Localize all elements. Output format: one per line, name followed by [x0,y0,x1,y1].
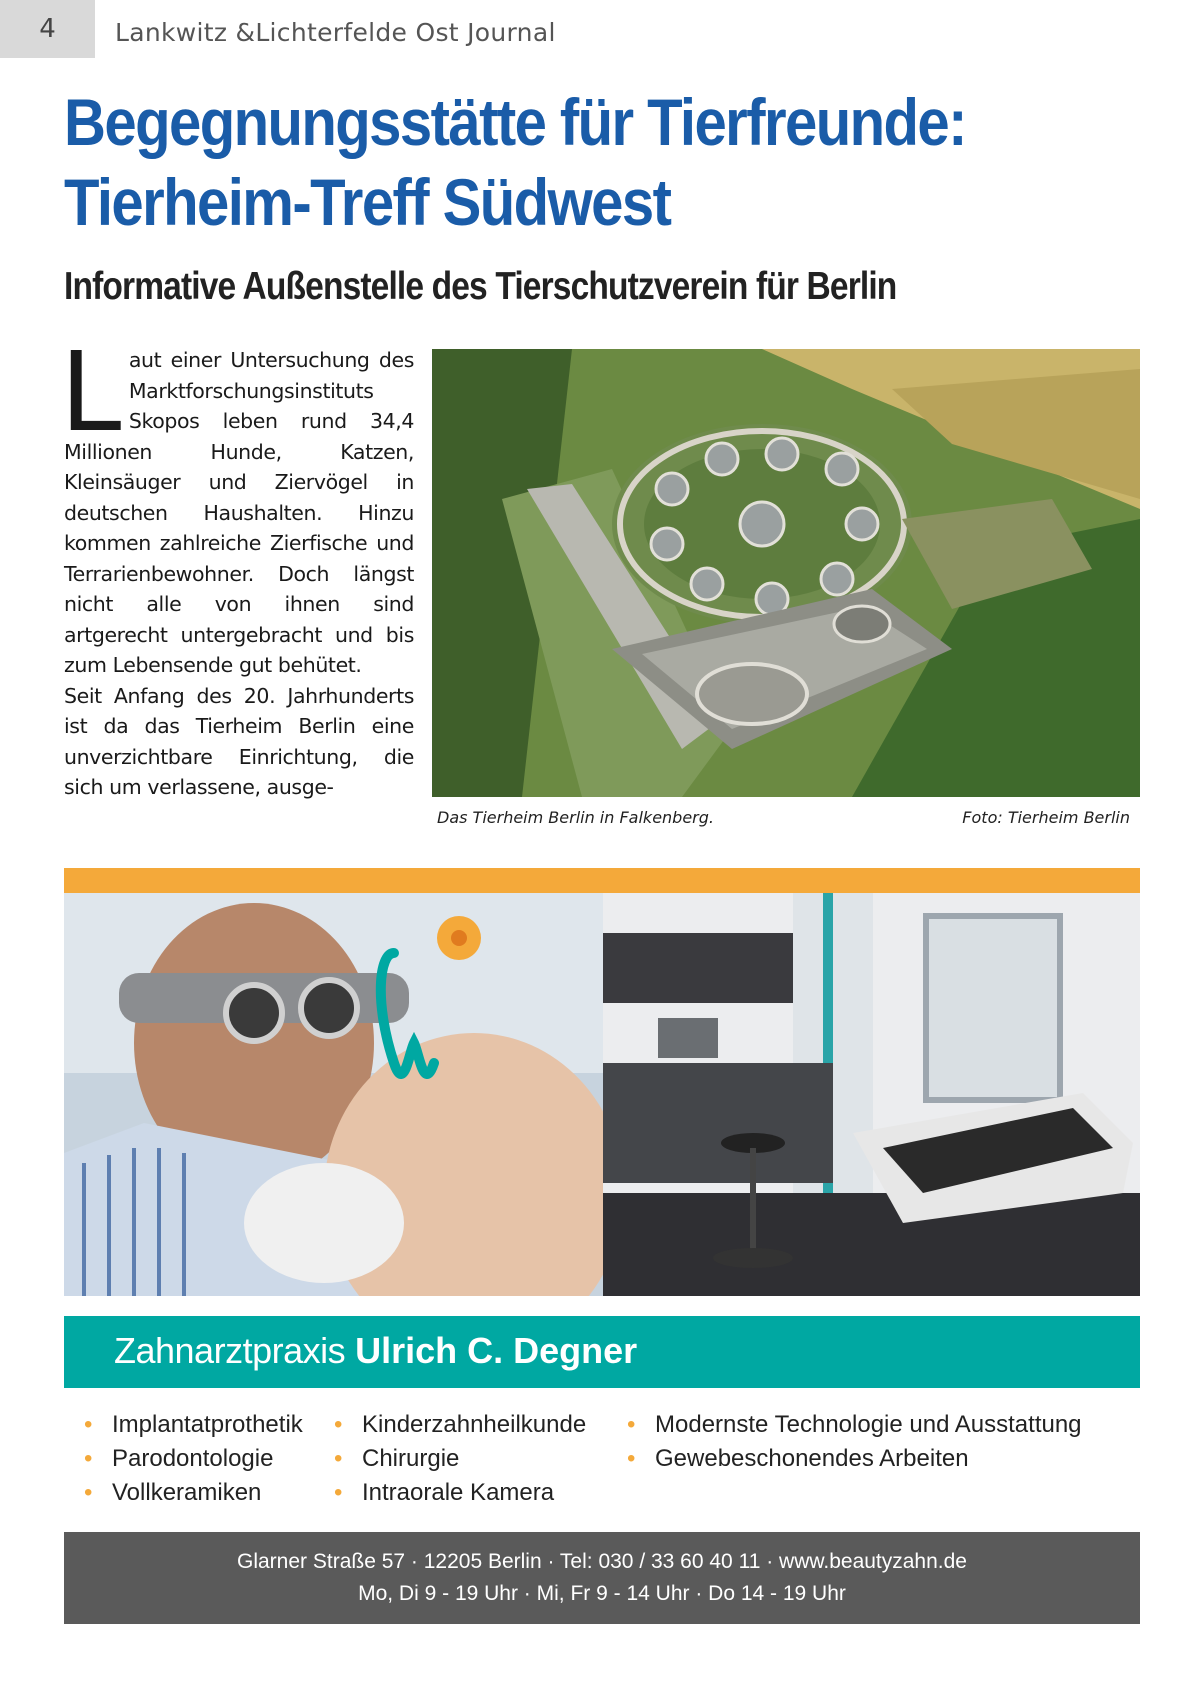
ad-brand-light: Zahnarztpraxis [114,1330,346,1371]
ad-top-bar [64,868,1140,893]
service-item [627,1408,1082,1442]
ad-photo-treatment-room-image [603,893,1140,1296]
service-label: Kinderzahnheilkunde [362,1411,587,1438]
service-label: Parodontologie [112,1445,274,1472]
body-paragraph-1: aut einer Untersuchung des Marktforschungsinstituts Skopos leben rund 34,4 Millionen Hunde, Katzen, Kleinsäuger und Ziervögel in deutschen Haushalten. Hinzu kommen zahlreiche Zierfische und Terrarienbewohner. Doch längst nicht alle von ihnen sind artgerecht untergebracht und bis zum Lebensende gut behütet. [64,348,414,677]
service-label: Vollkeramiken [112,1479,262,1506]
service-label: Intraorale Kamera [362,1479,555,1506]
photo-credit: Foto: Tierheim Berlin [962,808,1130,827]
aerial-photo-image [432,349,1140,797]
bullet-icon: • [334,1479,343,1506]
ad-brand-bold: Ulrich C. Degner [355,1330,638,1371]
ad-opening-hours: Mo, Di 9 - 19 Uhr · Mi, Fr 9 - 14 Uhr · Do 14 - 19 Uhr [358,1582,846,1605]
ad-photo-treatment-room [603,893,1140,1296]
ad-brand-banner [64,1316,1140,1388]
bullet-icon: • [334,1411,343,1438]
headline-line-1: Begegnungsstätte für Tierfreunde: [64,85,966,159]
service-label: Chirurgie [362,1445,460,1472]
aerial-photo-tierheim [432,349,1140,797]
service-item [84,1476,303,1510]
bullet-icon: • [84,1479,93,1506]
service-item [84,1442,303,1476]
bullet-icon: • [334,1445,343,1472]
services-list-1 [84,1408,303,1510]
photo-caption: Das Tierheim Berlin in Falkenberg. [437,808,714,827]
ad-contact-footer [64,1532,1140,1624]
body-paragraph-2: Seit Anfang des 20. Jahrhunderts ist da das Tierheim Berlin eine unverzichtbare Einrichtung, die sich um verlassene, ausge- [64,683,414,799]
services-list-2 [334,1408,586,1510]
journal-name: Lankwitz &Lichterfelde Ost Journal [115,18,556,47]
ad-address: Glarner Straße 57 · 12205 Berlin · Tel: 030 / 33 60 40 11 · www.beautyzahn.de [237,1550,967,1573]
service-item [627,1442,1082,1476]
service-label: Gewebeschonendes Arbeiten [655,1445,969,1472]
service-item [334,1476,586,1510]
service-item [84,1408,303,1442]
service-item [334,1408,586,1442]
service-label: Implantatprothetik [112,1411,303,1438]
ad-photo-dentist [64,893,603,1296]
headline-line-2: Tierheim-Treff Südwest [64,165,671,239]
bullet-icon: • [627,1411,636,1438]
bullet-icon: • [84,1411,93,1438]
service-label: Modernste Technologie und Ausstattung [655,1411,1082,1438]
ad-brand-name [114,1330,637,1372]
service-item [334,1442,586,1476]
article-body [60,328,414,803]
services-list-3 [627,1408,1082,1476]
article-subheadline: Informative Außenstelle des Tierschutzverein für Berlin [64,265,897,308]
article-headline [64,82,1041,242]
bullet-icon: • [627,1445,636,1472]
page-number: 4 [0,0,95,58]
bullet-icon: • [84,1445,93,1472]
drop-cap: L [60,328,121,456]
ad-photo-dentist-image [64,893,603,1296]
